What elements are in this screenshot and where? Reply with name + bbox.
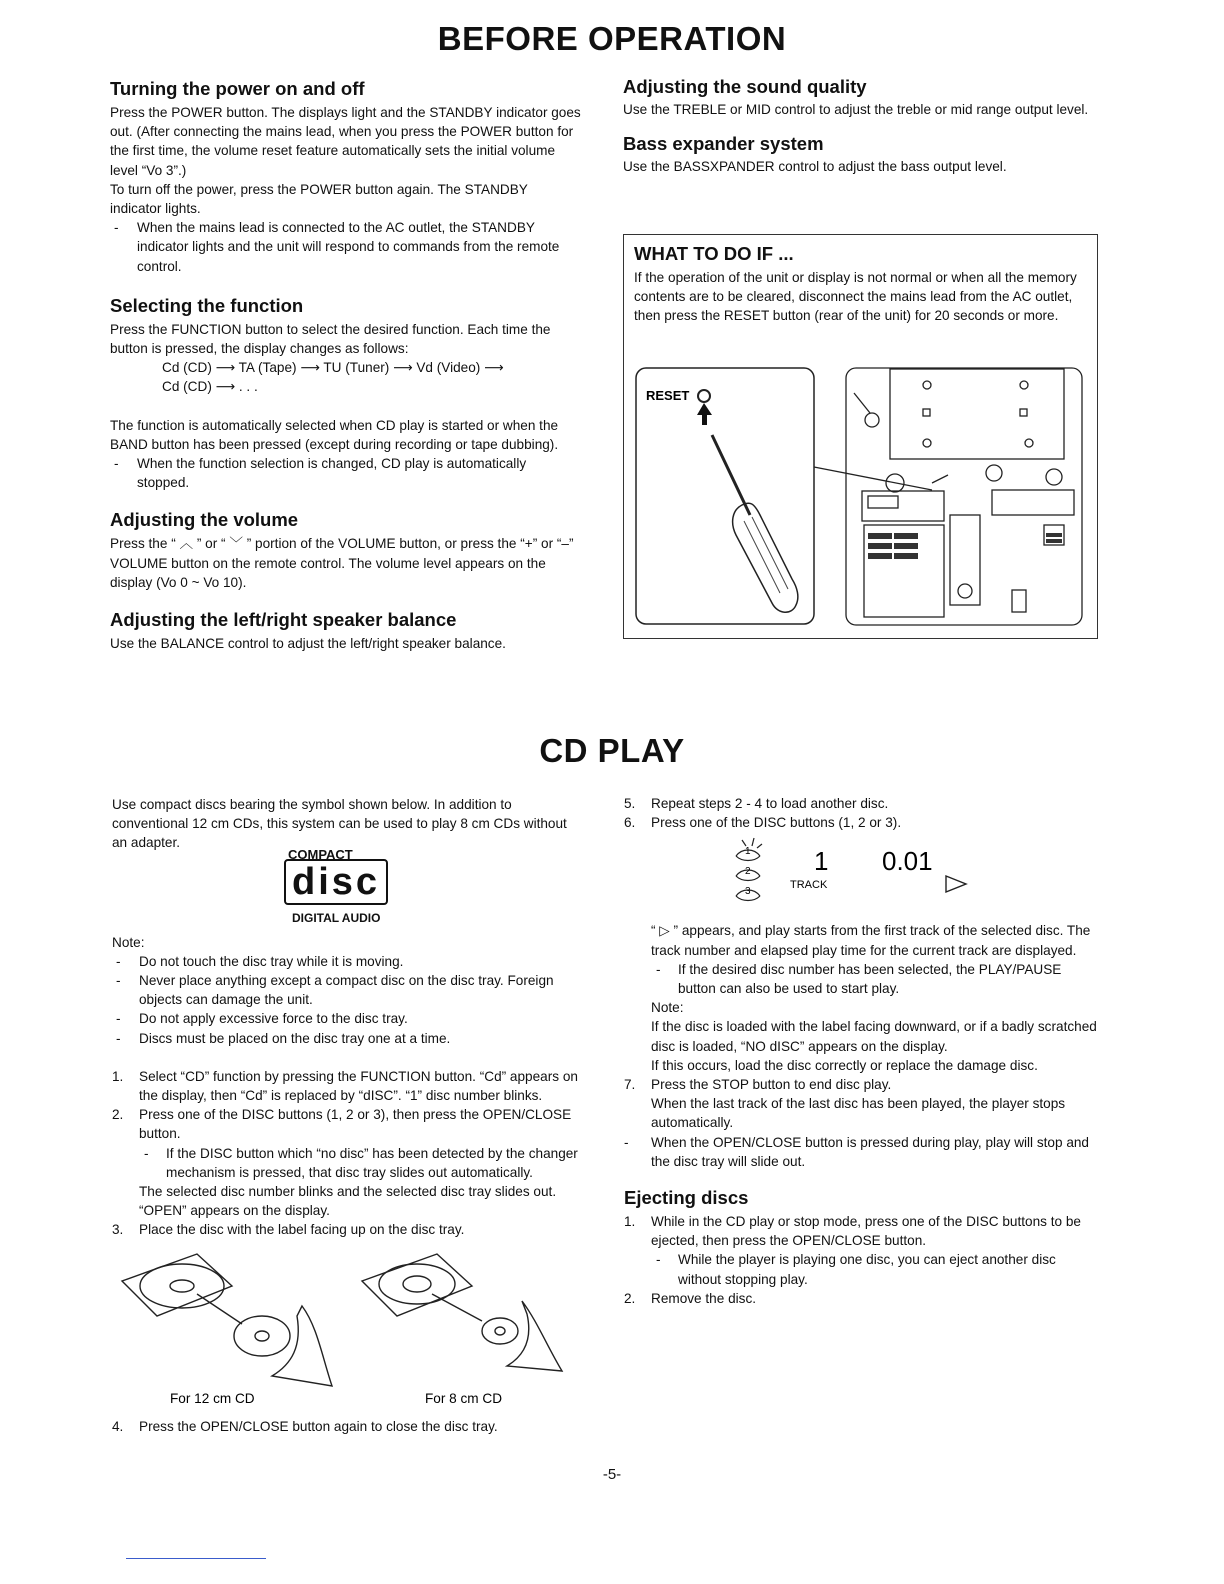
step-7-number: 7. (624, 1077, 636, 1093)
step-4-number: 4. (112, 1418, 124, 1434)
cd-display-panel (624, 832, 1100, 908)
right-column-before-operation (623, 76, 1099, 176)
bass-heading: Bass expander system (623, 133, 824, 155)
track-number: 1 (814, 846, 829, 877)
power-heading: Turning the power on and off (110, 78, 365, 99)
play-note-label: Note: (651, 1000, 684, 1016)
step-1 (112, 1067, 584, 1105)
reset-label: RESET (646, 388, 690, 403)
logo-digital-audio-text: DIGITAL AUDIO (292, 910, 381, 925)
step-6-number: 6. (624, 815, 636, 831)
step-7-text-2: When the last track of the last disc has been played, the player stops automatically. (651, 1096, 1066, 1131)
what-to-do-box (623, 234, 1098, 639)
cd-note-4: - Discs must be placed on the disc tray one at a time. (116, 1030, 451, 1046)
cd-note-2: - Never place anything except a compact disc on the disc tray. Foreign objects can damage the unit. (116, 973, 554, 1008)
screwdriver-icon (712, 435, 798, 612)
cd-note-4-text: Discs must be placed on the disc tray one at a time. (139, 1030, 451, 1046)
step-7 (624, 1075, 1100, 1094)
sound-heading: Adjusting the sound quality (623, 76, 867, 97)
step-7-bullet: - When the OPEN/CLOSE button is pressed during play, play will stop and the disc tray will slide out. (624, 1134, 1089, 1169)
eject-step-1-number: 1. (624, 1214, 636, 1230)
play-note-2: If this occurs, load the disc correctly or replace the damage disc. (651, 1057, 1038, 1073)
volume-heading: Adjusting the volume (110, 509, 299, 531)
power-bullet: - When the mains lead is connected to the AC outlet, the STANDBY indicator lights and the unit will respond to commands from the remote control. (114, 220, 560, 274)
footer-rule (126, 1558, 266, 1559)
logo-compact-text: COMPACT (288, 846, 353, 862)
play-note-1: If the disc is loaded with the label facing downward, or if a badly scratched disc is loaded, “NO dISC” appears on the display. (651, 1019, 1097, 1054)
reset-hole-icon (698, 390, 710, 402)
eject-step-2 (624, 1289, 1100, 1308)
play-icon (946, 876, 966, 892)
cd-note-1: - Do not touch the disc tray while it is moving. (116, 953, 404, 969)
track-label: TRACK (790, 879, 828, 892)
page-number: -5- (602, 1466, 622, 1483)
bass-text: Use the BASSXPANDER control to adjust the bass output level. (623, 159, 1007, 175)
power-text-1: Press the POWER button. The displays light and the STANDBY indicator goes out. (After connecting the mains lead, when you press the POWER button for the first time, the volume reset feature automatically sets the initial volume level “Vo 3”.) (110, 105, 581, 178)
cd-note-2-text: Never place anything except a compact disc on the disc tray. Foreign objects can damage the unit. (139, 973, 554, 1008)
reset-illustration (632, 365, 1090, 630)
cd-play-title: CD PLAY (539, 732, 685, 769)
step-2-bullet-text: If the DISC button which “no disc” has been detected by the changer mechanism is pressed, that disc tray slides out automatically. (166, 1145, 578, 1180)
step-5-text: Repeat steps 2 - 4 to load another disc. (651, 796, 889, 811)
step-3-number: 3. (112, 1222, 124, 1238)
function-text-2: The function is automatically selected when CD play is started or when the BAND button has been pressed (except during recording or tape dubbing). (110, 417, 559, 452)
elapsed-time: 0.01 (882, 846, 933, 877)
step-1-number: 1. (112, 1068, 124, 1084)
eject-step-2-number: 2. (624, 1290, 636, 1306)
step-3 (112, 1220, 584, 1239)
step-1-text: Select “CD” function by pressing the FUNCTION button. “Cd” appears on the display, then “Cd” is replaced by “dISC”. “1” disc number blinks. (139, 1068, 578, 1104)
volume-text: Press the “ ︿ ” or “ ﹀ ” portion of the VOLUME button, or press the “+” or “–” VOLUME button on the remote control. The volume level appears on the display (Vo 0 ~ Vo 10). (110, 536, 574, 590)
what-to-do-heading: WHAT TO DO IF ... (634, 243, 794, 264)
cd-note-label: Note: (112, 934, 145, 950)
step-7-bullet-text: When the OPEN/CLOSE button is pressed during play, play will stop and the disc tray will slide out. (651, 1134, 1089, 1169)
balance-text: Use the BALANCE control to adjust the left/right speaker balance. (110, 636, 506, 652)
function-bullet-text: When the function selection is changed, CD play is automatically stopped. (137, 456, 527, 491)
left-column-before-operation (110, 78, 582, 653)
rear-panel-drawing (814, 368, 1082, 625)
step-5-number: 5. (624, 796, 636, 811)
function-bullet: - When the function selection is changed, CD play is automatically stopped. (114, 456, 527, 491)
disc-number-1: 1 (745, 846, 751, 858)
logo-disc-text: disc (284, 859, 388, 905)
step-4 (112, 1417, 584, 1436)
what-to-do-text: If the operation of the unit or display is not normal or when all the memory contents are to be cleared, disconnect the mains lead from the AC outlet, then press the RESET button (rear of the unit) for 20 seconds or more. (634, 270, 1077, 324)
cd-note-3: - Do not apply excessive force to the disc tray. (116, 1011, 408, 1027)
step-3-text: Place the disc with the label facing up on the disc tray. (139, 1222, 465, 1238)
cd-intro: Use compact discs bearing the symbol shown below. In addition to conventional 12 cm CDs, this system can be used to play 8 cm CDs without an adapter. (112, 797, 567, 851)
cd-note-1-text: Do not touch the disc tray while it is moving. (139, 953, 404, 969)
function-text-1: Press the FUNCTION button to select the desired function. Each time the button is pressed, the display changes as follows: (110, 321, 551, 357)
eject-step-2-text: Remove the disc. (651, 1290, 757, 1306)
disc-tray-12cm-icon (122, 1254, 332, 1386)
balance-heading: Adjusting the left/right speaker balance (110, 609, 457, 631)
caption-8cm: For 8 cm CD (425, 1390, 503, 1406)
function-heading: Selecting the function (110, 294, 304, 316)
step-2-bullet: - If the DISC button which “no disc” has been detected by the changer mechanism is pressed, that disc tray slides out automatically. (144, 1145, 578, 1180)
disc-tray-8cm-icon (362, 1254, 562, 1371)
step-6-text: Press one of the DISC buttons (1, 2 or 3). (651, 815, 902, 831)
left-column-cd-play (112, 795, 584, 1436)
step-7-text: Press the STOP button to end disc play. (651, 1077, 892, 1093)
disc-loading-illustration (112, 1246, 582, 1408)
disc-number-2: 2 (745, 866, 751, 878)
eject-step-1 (624, 1212, 1100, 1250)
step-2-number: 2. (112, 1107, 124, 1123)
step-5 (624, 794, 1100, 813)
caption-12cm: For 12 cm CD (170, 1390, 255, 1406)
page-title: BEFORE OPERATION (437, 20, 787, 57)
step-2-after: The selected disc number blinks and the selected disc tray slides out. “OPEN” appears on the display. (139, 1184, 557, 1219)
eject-bullet-text: While the player is playing one disc, you can eject another disc without stopping play. (678, 1252, 1056, 1287)
right-column-cd-play (624, 794, 1100, 1308)
play-bullet-text: If the desired disc number has been selected, the PLAY/PAUSE button can also be used to start play. (678, 961, 1062, 997)
play-text: “ ▷ ” appears, and play starts from the first track of the selected disc. The track number and elapsed play time for the current track are displayed. (651, 923, 1091, 958)
step-2 (112, 1105, 584, 1143)
step-6 (624, 813, 1100, 832)
power-bullet-text: When the mains lead is connected to the AC outlet, the STANDBY indicator lights and the unit will respond to commands from the remote control. (137, 220, 560, 274)
function-sequence-2: Cd (CD) ⟶ . . . (162, 379, 258, 395)
function-sequence-1: Cd (CD) ⟶ TA (Tape) ⟶ TU (Tuner) ⟶ Vd (Video) ⟶ (162, 360, 504, 376)
power-text-2: To turn off the power, press the POWER button again. The STANDBY indicator lights. (110, 181, 528, 217)
arrow-up-icon (697, 403, 712, 425)
disc-number-3: 3 (745, 886, 751, 898)
step-2-text: Press one of the DISC buttons (1, 2 or 3), then press the OPEN/CLOSE button. (139, 1107, 572, 1142)
eject-bullet: - While the player is playing one disc, you can eject another disc without stopping play. (656, 1252, 1056, 1287)
eject-heading: Ejecting discs (624, 1187, 749, 1209)
sound-text: Use the TREBLE or MID control to adjust the treble or mid range output level. (623, 102, 1089, 117)
cd-note-3-text: Do not apply excessive force to the disc tray. (139, 1011, 408, 1027)
eject-step-1-text: While in the CD play or stop mode, press one of the DISC buttons to be ejected, then press the OPEN/CLOSE button. (651, 1214, 1081, 1249)
play-bullet: - If the desired disc number has been selected, the PLAY/PAUSE button can also be used to start play. (656, 961, 1062, 997)
compact-disc-logo (112, 846, 584, 925)
step-4-text: Press the OPEN/CLOSE button again to close the disc tray. (139, 1418, 498, 1434)
